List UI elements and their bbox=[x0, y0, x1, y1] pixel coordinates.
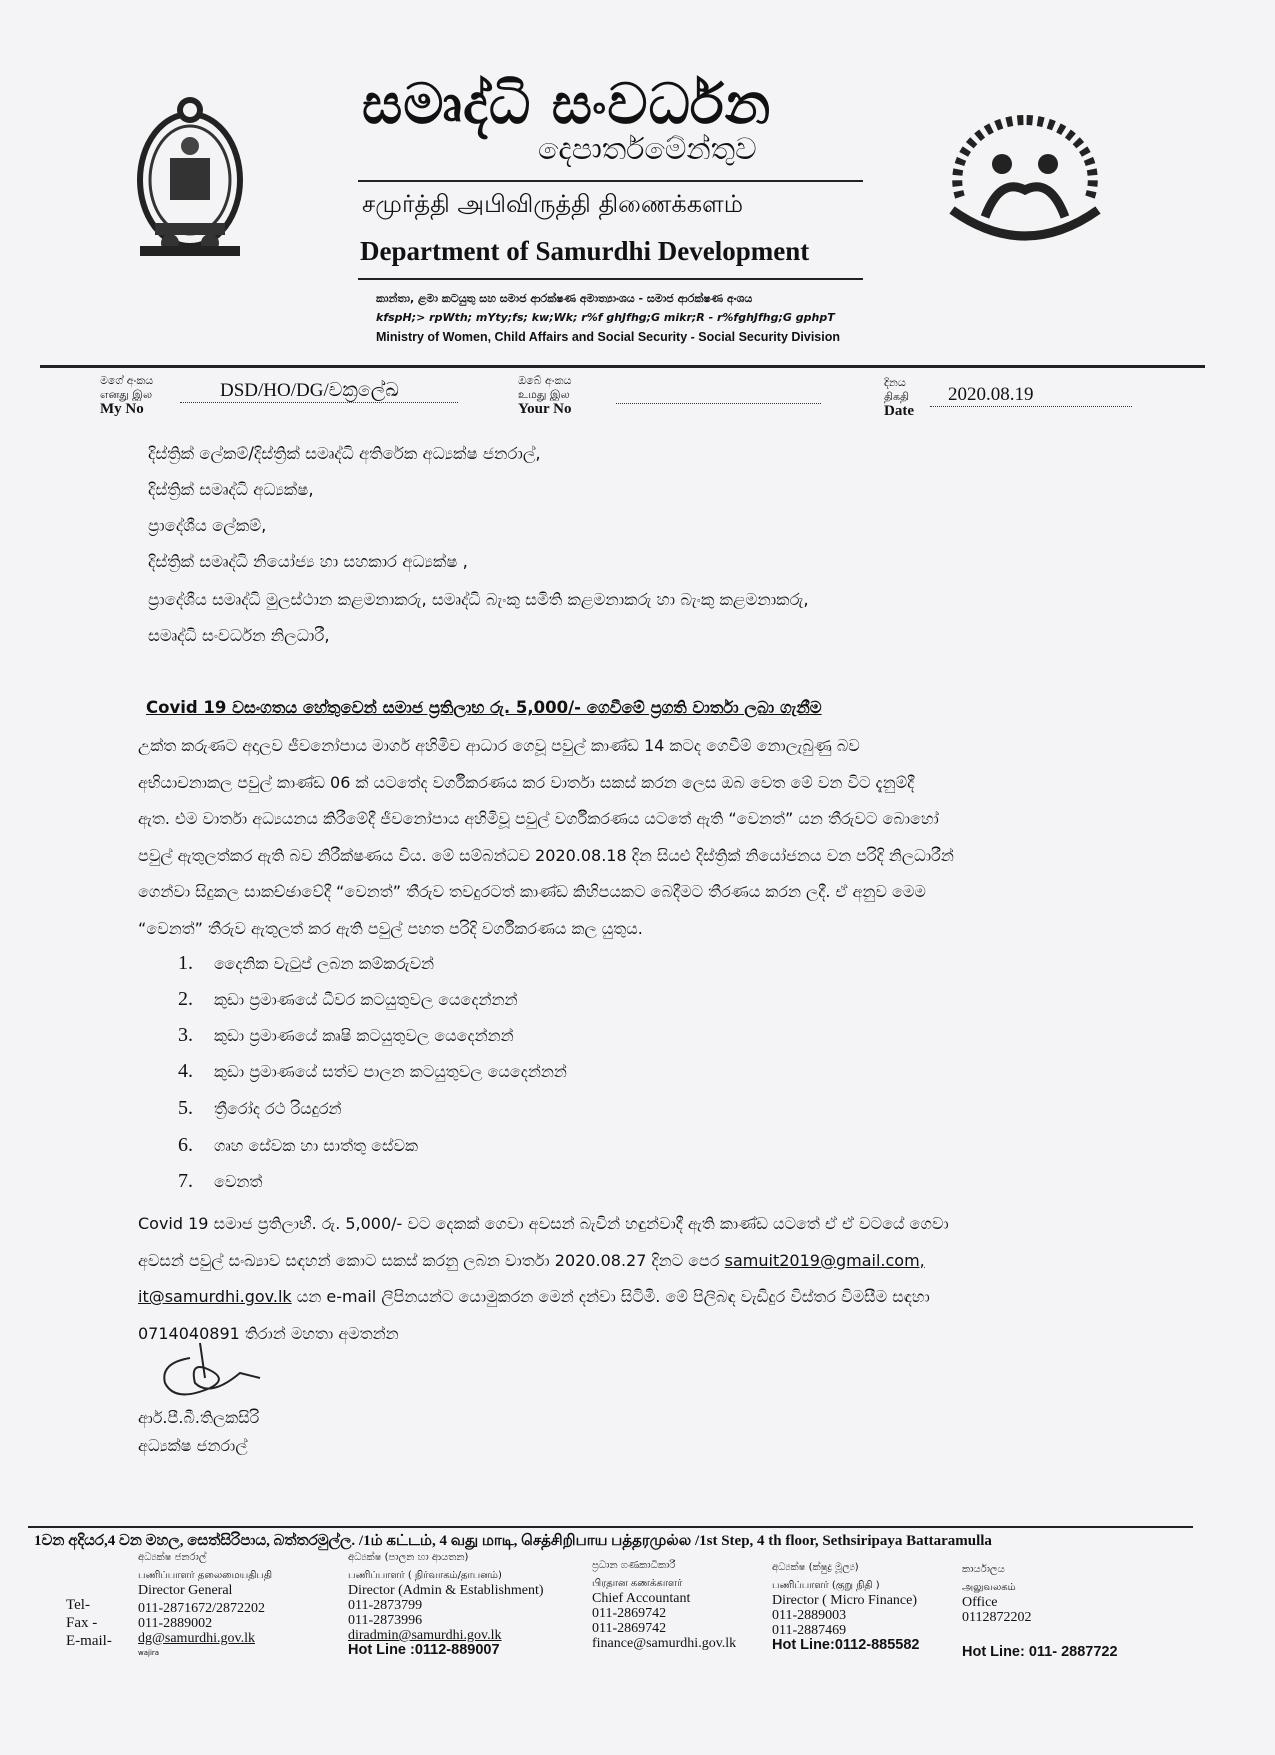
footer-col-director-admin: අධ්‍යක්ෂ (පාලන හා ආයතන) பணிப்பாளர் ( நிர்வாகம்/தாபனம்) Director (Admin & Establishment) 011-2873799 011-2873996 diradmin@samurdhi.gov.lk Hot Line :0112-889007 bbox=[348, 1552, 544, 1658]
department-title-sinhala: සමෘද්ධි සංවර්ධන bbox=[362, 72, 772, 137]
footer-col-director-micro-finance: අධ්‍යක්ෂ (ක්ෂුද්‍ර මූල්‍ය) பணிப்பாளர் (குறு நிதி ) Director ( Micro Finance) 011-2889003 011-2887469 Hot Line:0112-885582 bbox=[772, 1562, 920, 1653]
email-link[interactable]: it@samurdhi.gov.lk bbox=[138, 1287, 292, 1306]
header-rule-2 bbox=[358, 278, 863, 280]
ministry-english: Ministry of Women, Child Affairs and Social Security - Social Security Division bbox=[376, 330, 840, 344]
department-title-tamil: சமுர்த்தி அபிவிருத்தி திணைக்களம் bbox=[362, 190, 744, 218]
list-item: 5. ත්‍රීරෝද රථ රියදුරන් bbox=[178, 1097, 342, 1119]
addressee-line: ප්‍රාදේශීය සමෘද්ධි මුලස්ථාන කළමනාකරු, සමෘද්ධි බැංකු සමිති කළමනාකරු හා බැංකු කළමනාකරු, bbox=[148, 590, 809, 609]
footer-address: 1වන අදියර,4 වන මහල, සෙත්සිරිපාය, බත්තරමුල්ල. /1ம் கட்டம், 4 வது மாடி, செத்சிறிபாய பத்தரமுல்ல /1st Step, 4 th floor, Sethsiripaya Battaramulla bbox=[34, 1533, 992, 1549]
signatory-title: අධ්‍යක්ෂ ජනරාල් bbox=[138, 1436, 248, 1455]
addressee-line: දිස්ත්‍රික් සමෘද්ධි අධ්‍යක්ෂ, bbox=[148, 480, 314, 499]
email-link[interactable]: finance@samurdhi.gov.lk bbox=[592, 1636, 737, 1651]
your-no-value bbox=[616, 385, 821, 404]
top-divider bbox=[40, 365, 1205, 368]
signature-icon bbox=[150, 1338, 280, 1408]
letter-subject: Covid 19 වසංගතය හේතුවෙන් සමාජ ප්‍රතිලාභ රු. 5,000/- ගෙවීමේ ප්‍රගති වාර්තා ලබා ගැනීම bbox=[146, 698, 822, 717]
ministry-tamil: kfspH;> rpWth; mYty;fs; kw;Wk; r%f ghJfhg;G mikr;R - r%fghJfhg;G gphpT bbox=[376, 311, 835, 324]
email-link[interactable]: diradmin@samurdhi.gov.lk bbox=[348, 1628, 502, 1643]
my-no-label: මගේ අංකය எனது இல My No bbox=[100, 374, 154, 417]
email-link[interactable]: dg@samurdhi.gov.lk bbox=[138, 1631, 255, 1646]
department-title-english: Department of Samurdhi Development bbox=[360, 236, 810, 266]
list-item: 6. ගෘහ සේවක හා සාත්තු සේවක bbox=[178, 1134, 419, 1156]
list-item: 2. කුඩා ප්‍රමාණයේ ධීවර කටයුතුවල යෙදෙන්නන් bbox=[178, 988, 518, 1010]
email-link[interactable]: samuit2019@gmail.com, bbox=[724, 1250, 925, 1270]
your-no-label: ඔබේ අංකය உமது இல Your No bbox=[518, 374, 572, 417]
addressee-line: දිස්ත්‍රික් ලේකම්/දිස්ත්‍රික් සමෘද්ධි අතිරේක අධ්‍යක්ෂ ජනරාල්, bbox=[148, 444, 541, 463]
header-rule bbox=[358, 180, 863, 182]
date-label: දිනය திகதி Date bbox=[884, 376, 914, 419]
my-no-value: DSD/HO/DG/චක්‍රලේඛ bbox=[180, 380, 458, 403]
list-item: 3. කුඩා ප්‍රමාණයේ කෘෂි කටයුතුවල යෙදෙන්නන් bbox=[178, 1024, 514, 1046]
body-paragraph-1: උක්ත කරුණට අදාලව ජීවනෝපාය මාර්ග අහිමිව ආධාර ගෙවූ පවුල් කාණ්ඩ 14 කටද ගෙවීම් නොලැබුණු බව අභියාචනාකල පවුල් කාණ්ඩ 06 ක් යටතේද වර්ගීකරණය කර වාර්තා සකස් කරන ලෙස ඔබ වෙත මේ වන විට දැනුම්දී ඇත. එම වාර්තා අධ්‍යයනය කිරීමේදී ජීවනෝපාය අහිමිවූ පවුල් වර්ගීකරණය යටතේ ඇති “වෙනත්” යන තීරුවට බොහෝ පවුල් ඇතුලත්කර ඇති බව නිරීක්ෂණය විය. මේ සම්බන්ධව 2020.08.18 දින සියළු දිස්ත්‍රික් නියෝජනය වන පරිදි නිලධාරීන් ගෙන්වා සිදුකල සාකච්ඡාවේදී “වෙනත්” තීරුව තවදුරටත් කාණ්ඩ කිහිපයකට බෙදීමට තීරණය කරන ලදී. ඒ අනුව මෙම “වෙනත්” තීරුව ඇතුලත් කර ඇති පවුල් පහත පරිදි වර්ගීකරණය කල යුතුය. bbox=[138, 736, 954, 938]
department-subtitle-sinhala: දෙපාර්තමේන්තුව bbox=[538, 132, 757, 167]
addressee-line: සමෘද්ධි සංවර්ධන නිලධාරී, bbox=[148, 626, 330, 645]
footer-col-chief-accountant: ප්‍රධාන ගණකාධිකාරී பிரதான கணக்காளர் Chief Accountant 011-2869742 011-2869742 finance@samurdhi.gov.lk bbox=[592, 1560, 737, 1651]
footer-divider bbox=[28, 1526, 1193, 1528]
footer-labels: Tel- Fax - E-mail- bbox=[66, 1597, 112, 1649]
signatory-name: ආර්.පී.බී.තිලකසිරි bbox=[138, 1408, 260, 1427]
list-item: 1. දෛනික වැටුප් ලබන කම්කරුවන් bbox=[178, 952, 434, 974]
footer-col-director-general: අධ්‍යක්ෂ ජනරාල් பணிப்பாளர் தலைமையதிபதி Director General 011-2871672/2872202 011-2889002 dg@samurdhi.gov.lk wajira bbox=[138, 1552, 273, 1657]
addressee-line: දිස්ත්‍රික් සමෘද්ධි නියෝජ්‍ය හා සහකාර අධ්‍යක්ෂ , bbox=[148, 552, 468, 571]
sri-lanka-emblem-icon bbox=[130, 88, 250, 258]
samurdhi-logo-icon bbox=[940, 102, 1110, 252]
date-value: 2020.08.19 bbox=[930, 384, 1132, 407]
footer-col-office: කාර්යාලය அலுவலகம் Office 0112872202 Hot Line: 011- 2887722 bbox=[962, 1564, 1118, 1660]
body-paragraph-2: Covid 19 සමාජ ප්‍රතිලාභී. රු. 5,000/- වට දෙකක් ගෙවා අවසන් බැවින් හඳුන්වාදී ඇති කාණ්ඩ යටතේ ඒ ඒ වටයේ ගෙවා අවසන් පවුල් සංඛ්‍යාව සඳහන් කොට සකස් කරනු ලබන වාර්තා 2020.08.27 දිනට පෙර samuit2019@gmail.com, it@samurdhi.gov.lk යන e-mail ලිපිනයන්ට යොමුකරන මෙන් දන්වා සිටිමි. මේ පිලිබඳ වැඩිදුර විස්තර විමසීම සඳහා 0714040891 තිරාන් මහතා අමතන්න bbox=[138, 1214, 949, 1343]
list-item: 4. කුඩා ප්‍රමාණයේ සත්ව පාලන කටයුතුවල යෙදෙන්නන් bbox=[178, 1060, 567, 1082]
list-item: 7. වෙනත් bbox=[178, 1170, 263, 1192]
ministry-sinhala: කාන්තා, ළමා කටයුතු සහ සමාජ ආරක්ෂණ අමාත්‍යාංශය - සමාජ ආරක්ෂණ අංශය bbox=[376, 292, 753, 305]
addressee-line: ප්‍රාදේශීය ලේකම්, bbox=[148, 516, 267, 535]
